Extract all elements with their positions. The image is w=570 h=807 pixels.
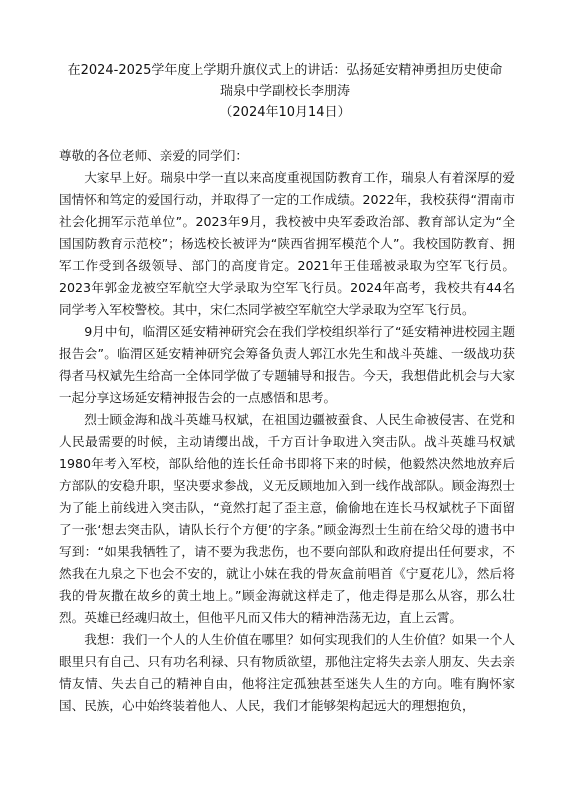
paragraph-3: 烈士顾金海和战斗英雄马权斌，在祖国边疆被蚕食、人民生命被侵害、在党和人民最需要的时候，主动请缨出战，千方百计争取进入突击队。战斗英雄马权斌1980年考入军校，部队给他的连长任命书即将下来的时候，他毅然决然地放弃后方部队的安稳升职，坚决要求参战，义无反顾地加入到一线作战部队。顾金海烈士为了能上前线进入突击队，“竟然打起了歪主意，偷偷地在连长马权斌枕子下面留了一张‘想去突击队，请队长行个方便’的字条。”顾金海烈士生前在给父母的遗书中写到：“如果我牺牲了，请不要为我悲伤，也不要向部队和政府提出任何要求，不然我在九泉之下也会不安的，就让小妹在我的骨灰盒前唱首《宁夏花儿》，然后将我的骨灰撒在故乡的黄土地上。”顾金海就这样走了，他走得是那么从容，那么壮烈。英雄已经魂归故土，但他平凡而又伟大的精神浩荡无边，直上云霄。 [59,412,515,625]
paragraph-4: 我想：我们一个人的人生价值在哪里？如何实现我们的人生价值？如果一个人眼里只有自己、只有功名利禄、只有物质欲望，那他注定将失去亲人朋友、失去亲情友情、失去自己的精神自由，他将注定孤独甚至迷失人生的方向。唯有胸怀家国、民族，心中始终装着他人、人民，我们才能够架构起远大的理想抱负， [59,632,515,713]
document-header [0,60,570,123]
speech-body [59,145,515,717]
date-line: （2024年10月14日） [219,105,351,120]
paragraph-2: 9月中旬，临渭区延安精神研究会在我们学校组织举行了“延安精神进校园主题报告会”。临渭区延安精神研究会筹备负责人郭江水先生和战斗英雄、一级战功获得者马权斌先生给高一全体同学做了专题辅导和报告。今天，我想借此机会与大家一起分享这场延安精神报告会的一点感悟和思考。 [59,324,515,405]
author-line: 瑞泉中学副校长李朋涛 [219,84,350,99]
paragraph-1: 大家早上好。瑞泉中学一直以来高度重视国防教育工作，瑞泉人有着深厚的爱国情怀和笃定的爱国行动，并取得了一定的工作成绩。2022年，我校获得“渭南市社会化拥军示范单位”。2023年9月，我校被中央军委政治部、教育部认定为“全国国防教育示范校”；杨选校长被评为“陕西省拥军模范个人”。我校国防教育、拥军工作受到各级领导、部门的高度肯定。2021年王佳瑶被录取为空军飞行员。2023年郭金龙被空军航空大学录取为空军飞行员。2024年高考，我校共有44名同学考入军校警校。其中，宋仁杰同学被空军航空大学录取为空军飞行员。 [59,170,515,317]
salutation: 尊敬的各位老师、亲爱的同学们： [59,148,248,163]
document-title: 在2024-2025学年度上学期升旗仪式上的讲话：弘扬延安精神勇担历史使命 [67,63,503,78]
